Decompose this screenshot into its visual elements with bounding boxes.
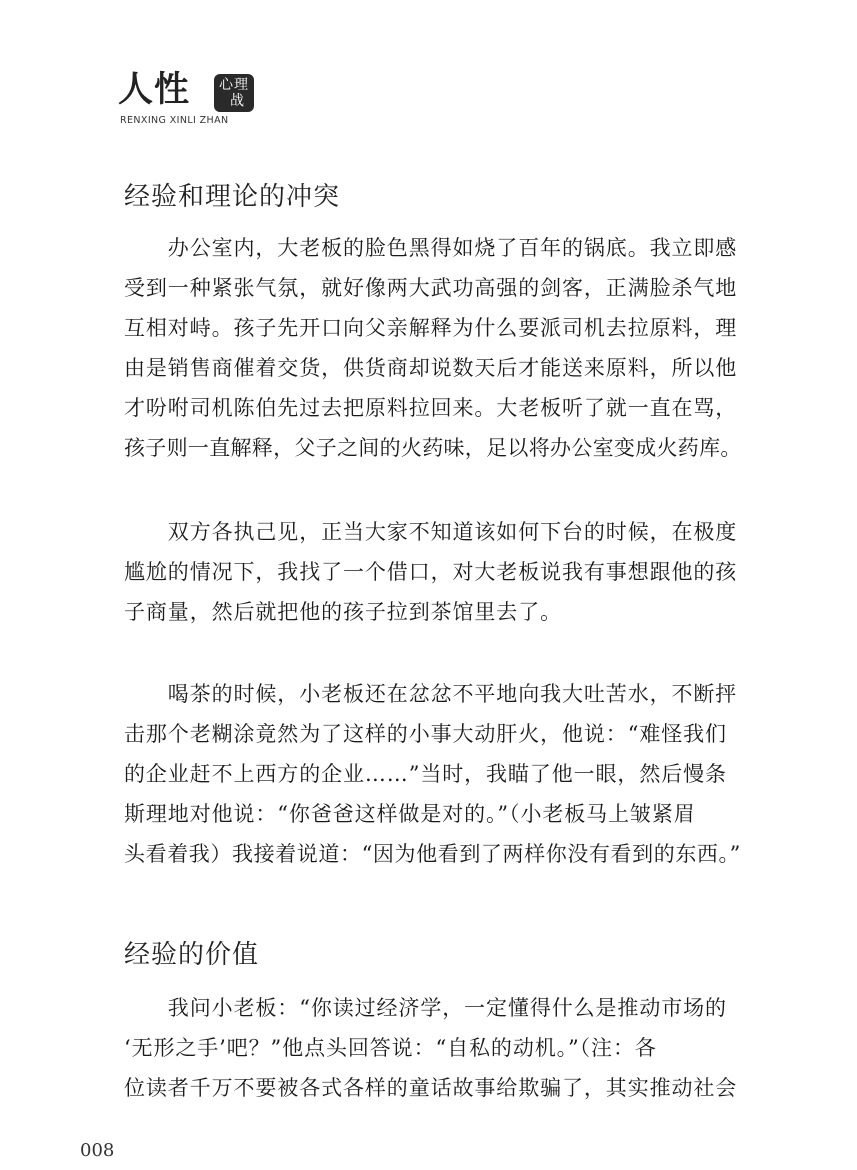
page-number: 008 xyxy=(80,1140,115,1161)
logo-badge-bottom: 战 xyxy=(230,93,244,109)
paragraph-line: 才吩咐司机陈伯先过去把原料拉回来。大老板听了就一直在骂， xyxy=(124,396,738,420)
paragraph-line: 头看着我）我接着说道：“因为他看到了两样你没有看到的东西。” xyxy=(124,842,741,866)
paragraph xyxy=(124,228,742,468)
paragraph-line: 受到一种紧张气氛，就好像两大武功高强的剑客，正满脸杀气地 xyxy=(124,276,738,300)
section-heading: 经验和理论的冲突 xyxy=(124,182,341,212)
logo-pinyin: RENXING XINLI ZHAN xyxy=(120,115,229,126)
paragraph-line: 孩子则一直解释，父子之间的火药味，足以将办公室变成火药库。 xyxy=(124,436,742,460)
paragraph-line: 我问小老板：“你读过经济学，一定懂得什么是推动市场的 xyxy=(124,996,727,1020)
paragraph xyxy=(124,674,742,874)
paragraph xyxy=(124,512,742,632)
paragraph-line: 子商量，然后就把他的孩子拉到茶馆里去了。 xyxy=(124,600,562,624)
logo-badge-top: 心理 xyxy=(219,77,249,93)
paragraph-line: 击那个老糊涂竟然为了这样的小事大动肝火，他说：“难怪我们 xyxy=(124,722,727,746)
paragraph-line: 斯理地对他说：“你爸爸这样做是对的。”（小老板马上皱紧眉 xyxy=(124,802,696,826)
paragraph-line: 喝茶的时候，小老板还在忿忿不平地向我大吐苦水，不断抨 xyxy=(124,682,738,706)
paragraph-line: 位读者千万不要被各式各样的童话故事给欺骗了，其实推动社会 xyxy=(124,1076,738,1100)
paragraph-line: 办公室内，大老板的脸色黑得如烧了百年的锅底。我立即感 xyxy=(124,236,738,260)
paragraph-line: ‘无形之手’吧？”他点头回答说：“自私的动机。”（注：各 xyxy=(124,1036,657,1060)
section-heading: 经验的价值 xyxy=(124,940,260,970)
paragraph xyxy=(124,988,742,1108)
paragraph-line: 尴尬的情况下，我找了一个借口，对大老板说我有事想跟他的孩 xyxy=(124,560,738,584)
book-logo xyxy=(118,68,268,130)
paragraph-line: 双方各执己见，正当大家不知道该如何下台的时候，在极度 xyxy=(124,520,738,544)
paragraph-line: 互相对峙。孩子先开口向父亲解释为什么要派司机去拉原料，理 xyxy=(124,316,738,340)
paragraph-line: 的企业赶不上西方的企业……”当时，我瞄了他一眼，然后慢条 xyxy=(124,762,727,786)
paragraph-line: 由是销售商催着交货，供货商却说数天后才能送来原料，所以他 xyxy=(124,356,738,380)
logo-title: 人性 xyxy=(118,70,191,110)
logo-badge xyxy=(214,74,254,112)
